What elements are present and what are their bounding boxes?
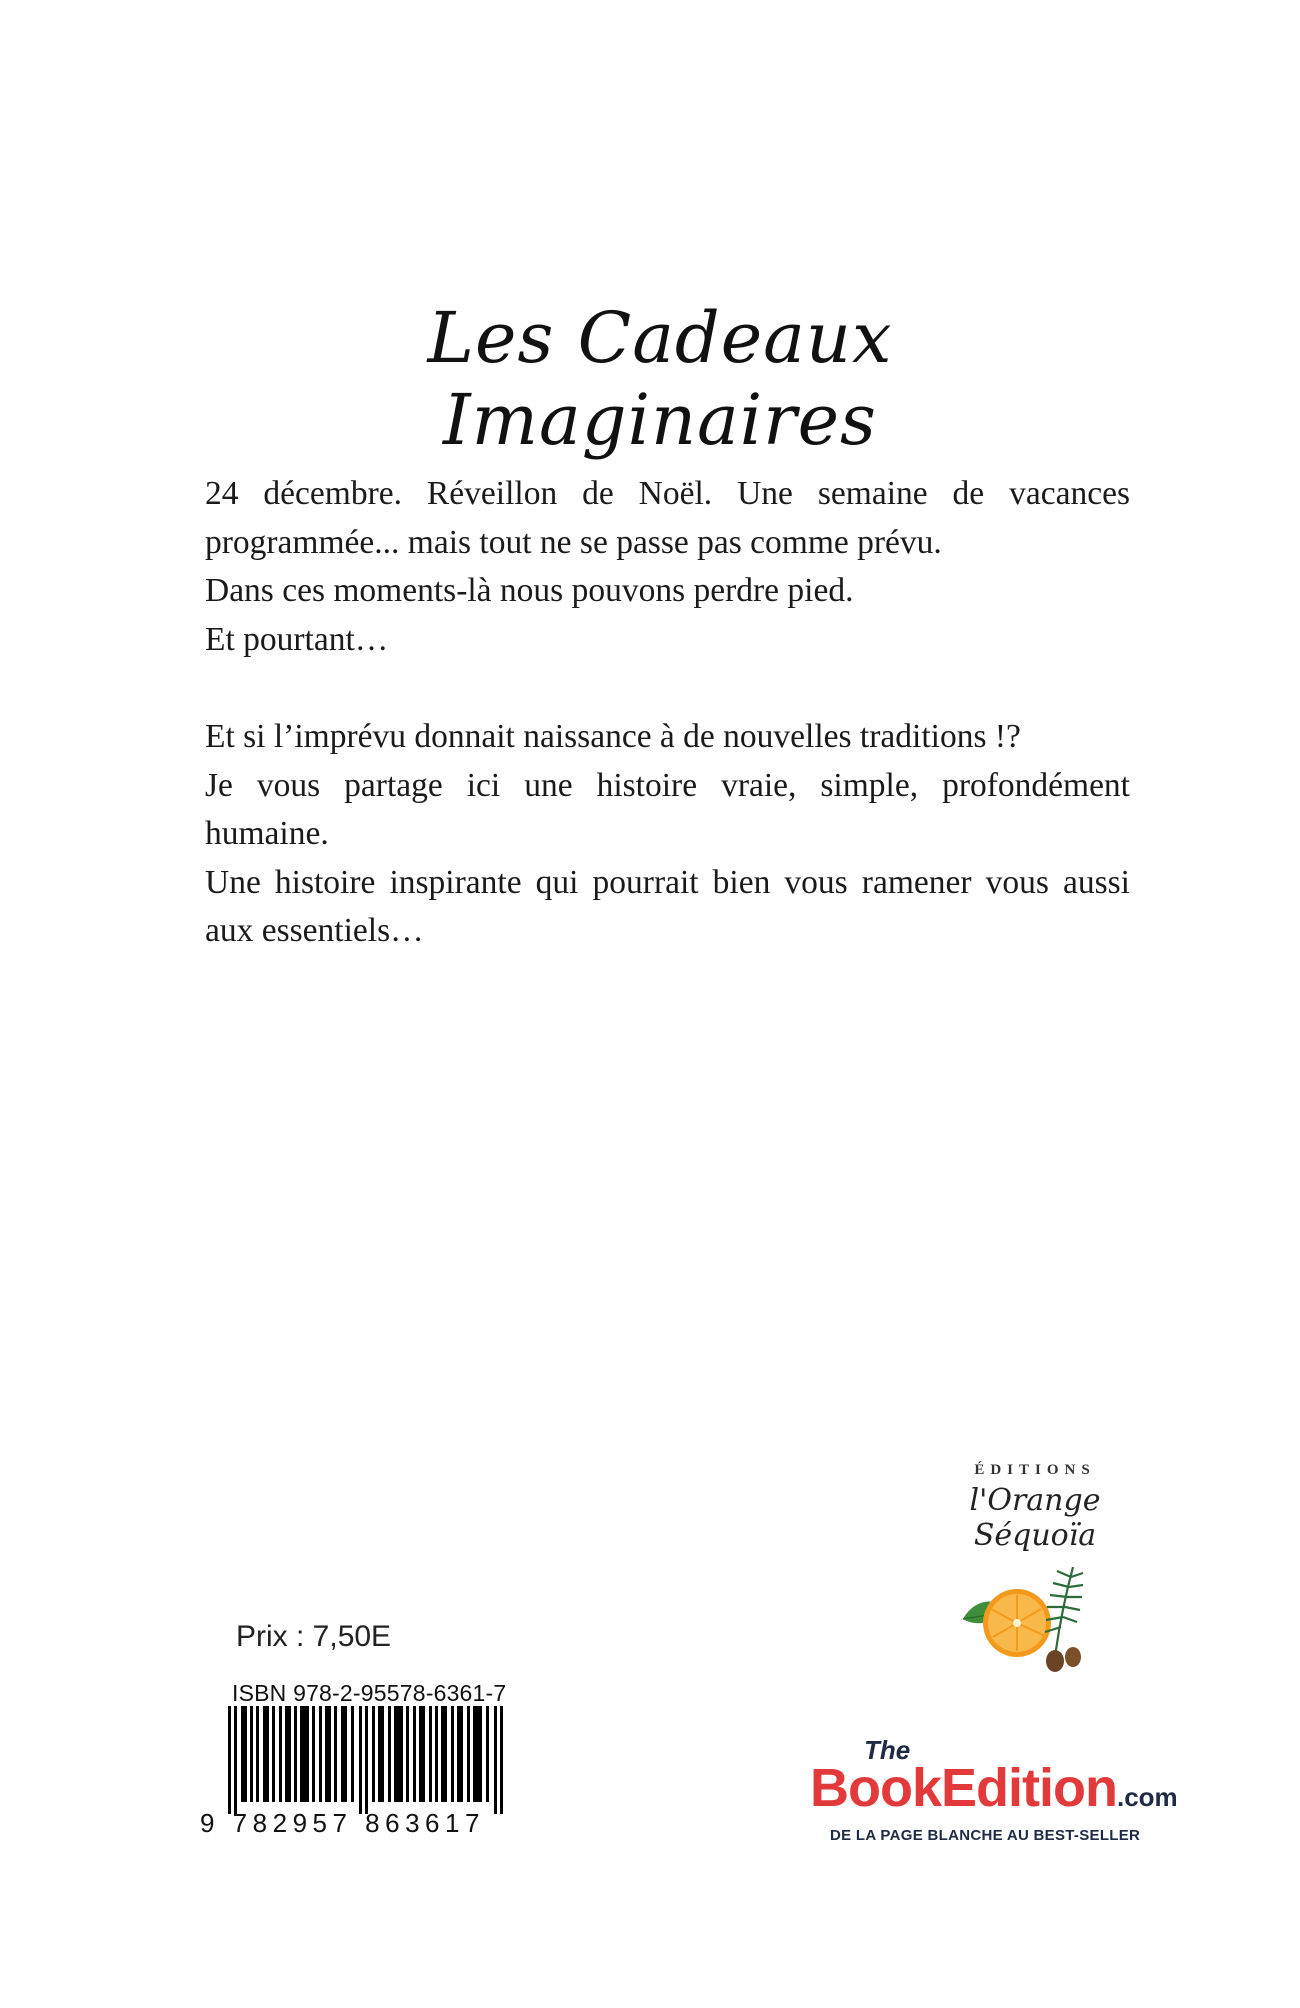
bookedition-tagline: DE LA PAGE BLANCHE AU BEST-SELLER: [830, 1827, 1141, 1844]
back-cover-blurb: [205, 470, 1130, 956]
publisher-name: l'Orange Séquoïa: [969, 1483, 1101, 1553]
blurb-line: Et si l’imprévu donnait naissance à de nouvelles traditions !?: [205, 718, 1021, 755]
publisher-editions-label: ÉDITIONS: [974, 1462, 1096, 1478]
paragraph-spacer: [205, 664, 1130, 713]
isbn-label: ISBN 978-2-95578-6361-7: [232, 1680, 507, 1706]
blurb-line: 24 décembre. Réveillon de Noël. Une semaine de vacances programmée... mais tout ne se passe pas comme prévu.: [205, 475, 1130, 561]
price-label: Prix : 7,50E: [236, 1620, 392, 1653]
blurb-line: Et pourtant…: [205, 620, 389, 658]
bookedition-wordmark: [810, 1757, 1178, 1819]
blurb-line: Dans ces moments-là nous pouvons perdre pied.: [205, 572, 854, 609]
bookedition-domain: .com: [1116, 1782, 1178, 1812]
orange-sequoia-icon: [955, 1557, 1095, 1677]
blurb-line: Une histoire inspirante qui pourrait bien vous ramener vous aussi aux essentiels…: [205, 863, 1130, 949]
barcode-digits: 9 782957 863617: [200, 1808, 485, 1838]
barcode: [228, 1706, 513, 1814]
blurb-line: Je vous partage ici une histoire vraie, simple, profondément humaine.: [205, 766, 1130, 852]
book-title: Les Cadeaux Imaginaires: [427, 296, 893, 461]
publisher-logo: [915, 1462, 1155, 1553]
bookedition-the: The: [864, 1735, 911, 1765]
bookedition-brand: BookEdition: [810, 1758, 1117, 1818]
